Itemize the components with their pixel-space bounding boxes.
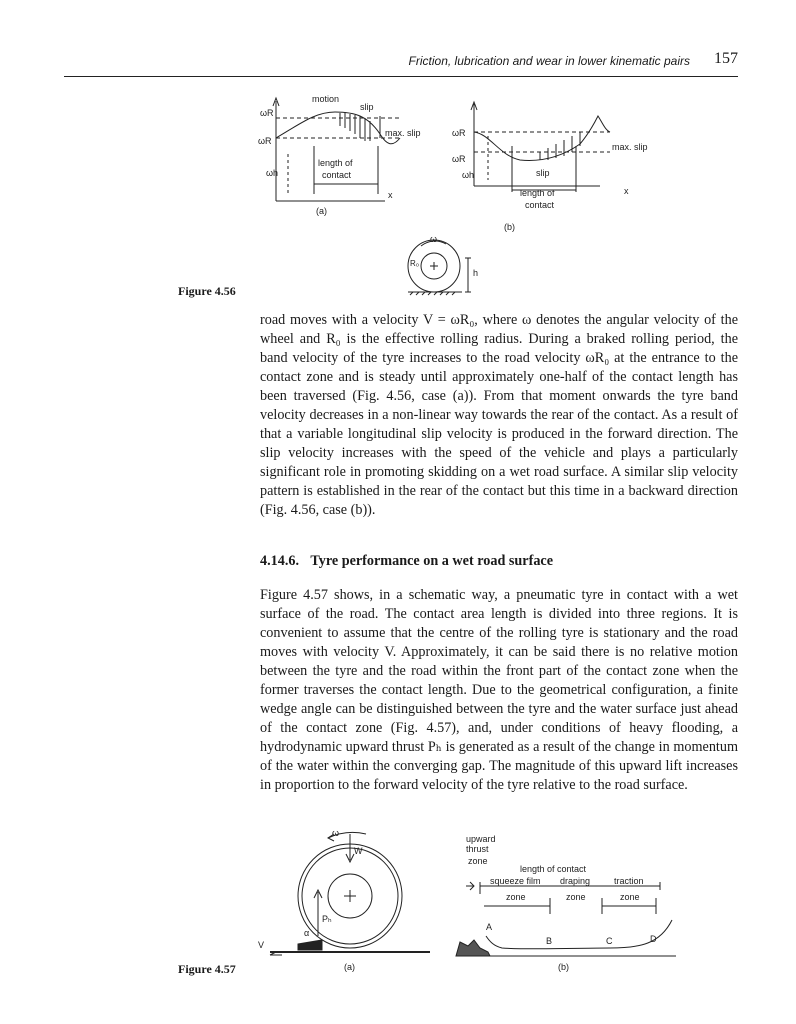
- fig457a-omega: ω: [332, 828, 340, 838]
- fig456b-slip: slip: [536, 168, 550, 178]
- fig456b-omega-r-lower: ωR: [452, 154, 466, 164]
- fig456a-max-slip: max. slip: [385, 128, 421, 138]
- fig457b-point-a: A: [486, 922, 493, 932]
- page-header: [64, 50, 738, 77]
- fig457b-point-b: B: [546, 936, 553, 946]
- fig457a-velocity: V: [258, 940, 265, 950]
- fig456b-omega-h: ωh: [462, 170, 475, 180]
- fig457b-caption: (b): [558, 962, 569, 972]
- section-title: Tyre performance on a wet road surface: [310, 553, 554, 569]
- fig457b-zone-traction: zone: [620, 892, 640, 902]
- fig457b-thrust: thrust: [466, 844, 489, 854]
- figure-4-56: [240, 86, 700, 298]
- fig457b-zone-squeeze: zone: [506, 892, 526, 902]
- fig456b-x-axis: x: [624, 186, 629, 196]
- section-number: 4.14.6.: [260, 553, 300, 569]
- fig457b-squeeze-film: squeeze film: [490, 876, 541, 886]
- fig457a-ph: Pₕ: [322, 914, 332, 924]
- paragraph-wet-surface: Figure 4.57 shows, in a schematic way, a pneumatic tyre in contact with a wet surface of the road. The contact area length is divided into three regions. It is convenient to assume that the centre of the rolling tyre is stationary and the road moves with velocity V. Approximately, it can be said there is no relative motion between the tyre and the road within the front part of the contact zone when the former traverses the contact length. Due to the geometrical configuration, a finite wedge angle can be distinguished between the tyre and the water surface just ahead of the contact zone (Fig. 4.57), and, under conditions of heavy flooding, a hydrodynamic upward thrust Pₕ is generated as a result of the change in momentum of the water within the converging gap. The magnitude of this upward lift increases in proportion to the forward velocity of the tyre relative to the road surface.: [260, 587, 738, 793]
- figure-4-56-drawing: [240, 86, 700, 298]
- running-title: Friction, lubrication and wear in lower kinematic pairs: [408, 54, 690, 68]
- figure-4-57-drawing: [240, 824, 700, 974]
- fig457a-caption: (a): [344, 962, 355, 972]
- fig456a-contact: contact: [322, 170, 352, 180]
- fig457b-length-of-contact: length of contact: [520, 864, 587, 874]
- section-heading: [260, 553, 738, 570]
- fig456b-contact: contact: [525, 200, 555, 210]
- fig456a-omega-h: ωh: [266, 168, 279, 178]
- fig457a-alpha: α: [304, 928, 310, 938]
- fig456-wheel-r0: R₀: [410, 259, 420, 268]
- figure-4-57-label: Figure 4.57: [178, 962, 236, 976]
- figure-4-57: [240, 824, 700, 974]
- figure-4-56-diagram-a: [273, 98, 400, 201]
- paragraph-road-velocity: road moves with a velocity V = ωR₀, where ω denotes the angular velocity of the wheel and R₀ is the effective rolling radius. During a braked rolling period, the band velocity of the tyre increases to the road velocity ωR₀ at the entrance to the contact zone and is steady until approximately one-half of the contact length has been traversed (Fig. 4.56, case (a)). From that moment onwards the tyre band velocity decreases in a non-linear way towards the rear of the contact. As a result of that a variable longitudinal slip velocity is produced in the forward direction. The slip velocity increases with the speed of the vehicle and plays a particularly significant role in promoting skidding on a wet road surface. A similar slip velocity pattern is established in the rear of the contact but this time in a backward direction (Fig. 4.56, case (b)).: [260, 312, 738, 518]
- figure-4-57-diagram-a: [270, 832, 430, 955]
- fig456b-caption: (b): [504, 222, 515, 232]
- fig456-wheel-h: h: [473, 268, 479, 278]
- fig456b-omega-r-upper: ωR: [452, 128, 466, 138]
- page-number: 157: [714, 50, 738, 67]
- fig457b-point-d: D: [650, 934, 657, 944]
- fig457b-draping: draping: [560, 876, 591, 886]
- fig456b-length-of: length of: [520, 188, 555, 198]
- fig456b-max-slip: max. slip: [612, 142, 648, 152]
- fig456a-caption: (a): [316, 206, 327, 216]
- fig456a-slip: slip: [360, 102, 374, 112]
- fig456a-length-of: length of: [318, 158, 353, 168]
- fig457b-point-c: C: [606, 936, 613, 946]
- fig457b-zone-top: zone: [468, 856, 488, 866]
- fig457b-zone-draping: zone: [566, 892, 586, 902]
- fig456a-omega-r-upper: ωR: [260, 108, 274, 118]
- fig456a-motion: motion: [312, 94, 340, 104]
- figure-4-56-diagram-b: [471, 102, 610, 192]
- fig457a-w: W: [354, 846, 363, 856]
- fig456a-omega-r-lower: ωR: [258, 136, 272, 146]
- fig457b-traction: traction: [614, 876, 644, 886]
- fig456a-x-axis: x: [388, 190, 393, 200]
- fig456-wheel-omega: ω: [430, 234, 438, 244]
- figure-4-56-label: Figure 4.56: [178, 284, 236, 298]
- fig457b-upward: upward: [466, 834, 496, 844]
